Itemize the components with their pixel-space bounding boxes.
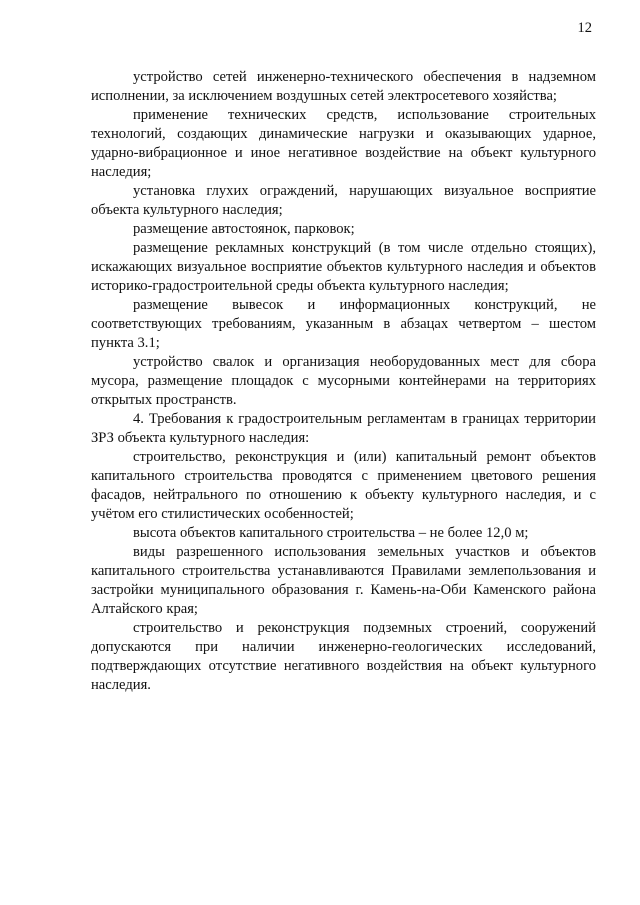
paragraph-dumps: устройство свалок и организация необорудованных мест для сбора мусора, размещение площадок с мусорными контейнерами на территориях открытых пространств.: [91, 354, 596, 408]
paragraph-permitted-use: виды разрешенного использования земельных участков и объектов капитального строительства устанавливаются Правилами землепользования и застройки муниципального образования г. Камень-на-Оби Каменского района Алтайского края;: [91, 544, 596, 617]
paragraph-advertising: размещение рекламных конструкций (в том числе отдельно стоящих), искажающих визуальное восприятие объектов культурного наследия и объектов историко-градостроительной среды объекта культурного наследия;: [91, 240, 596, 294]
paragraph-technical-means: применение технических средств, использование строительных технологий, создающих динамические нагрузки и оказывающих ударное, ударно-вибрационное и иное негативное воздействие на объект культурного наследия;: [91, 107, 596, 180]
paragraph-networks: устройство сетей инженерно-технического обеспечения в надземном исполнении, за исключением воздушных сетей электросетевого хозяйства;: [91, 69, 596, 104]
paragraph-fences: установка глухих ограждений, нарушающих визуальное восприятие объекта культурного наследия;: [91, 183, 596, 218]
paragraph-parking: размещение автостоянок, парковок;: [133, 221, 355, 237]
paragraph-facade-color: строительство, реконструкция и (или) капитальный ремонт объектов капитального строительства проводятся с применением цветового решения фасадов, нейтрального по отношению к объекту культурного наследия, и с учётом его стилистических особенностей;: [91, 449, 596, 522]
paragraph-underground: строительство и реконструкция подземных строений, сооружений допускаются при наличии инженерно-геологических исследований, подтверждающих отсутствие негативного воздействия на объект культурного наследия.: [91, 620, 596, 693]
paragraph-building-height: высота объектов капитального строительства – не более 12,0 м;: [133, 525, 529, 541]
document-body: [91, 68, 596, 695]
page-number: 12: [577, 20, 592, 36]
paragraph-section-4-heading: 4. Требования к градостроительным регламентам в границах территории ЗРЗ объекта культурного наследия:: [91, 411, 596, 446]
paragraph-signage: размещение вывесок и информационных конструкций, не соответствующих требованиям, указанным в абзацах четвертом – шестом пункта 3.1;: [91, 297, 596, 351]
